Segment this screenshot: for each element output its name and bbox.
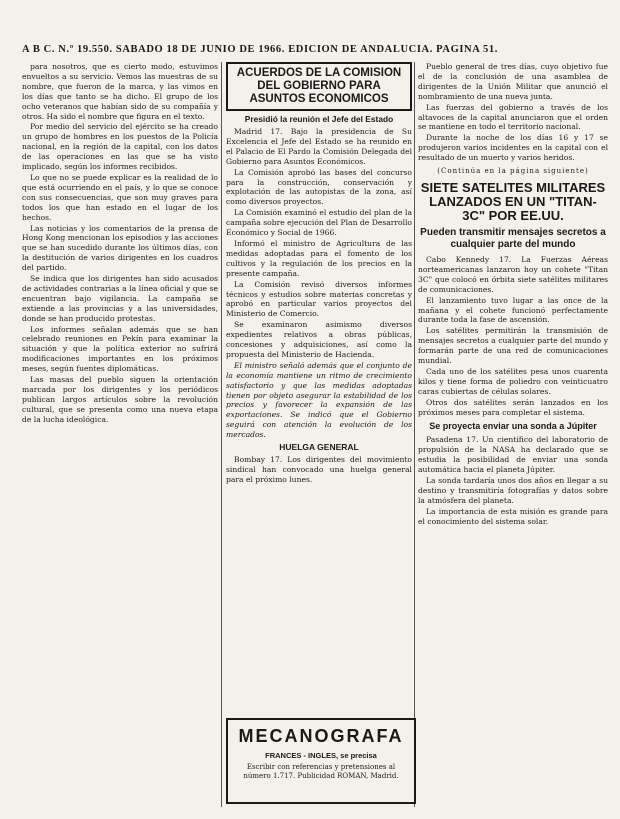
col3-paragraph: Durante la noche de los días 16 y 17 se produjeron varios incidentes en la capital con el resultado de un muerto y varios heridos. [418, 133, 608, 163]
col2-paragraph: La Comisión revisó diversos informes técnicos y estudios sobre materias concretas y aprobó en particular varios proyectos del Ministerio de Comercio. [226, 279, 412, 319]
article-subhead: Presidió la reunión el Jefe del Estado [244, 114, 394, 124]
column-1 [22, 62, 218, 802]
page-header: A B C. N.º 19.550. SABADO 18 DE JUNIO DE 1966. EDICION DE ANDALUCIA. PAGINA 51. [22, 44, 498, 55]
ornament-divider: (Continúa en la página siguiente) [437, 167, 589, 176]
col3-paragraph: Cada uno de los satélites pesa unos cuarenta kilos y tiene forma de poliedro con veinticuatro caras cubiertas de células solares. [418, 366, 608, 396]
col2-paragraph: La Comisión examinó el estudio del plan de la campaña sobre ejecución del Plan de Desarrollo Económico y Social de 1966. [226, 208, 412, 238]
col1-paragraph: Lo que no se puede explicar es la realidad de lo que está ocurriendo en el país, y lo que se conoce con sus consecuencias, que son muy graves para todos los que han estado en el lugar de los hechos. [22, 172, 218, 222]
col3-paragraph: Otros dos satélites serán lanzados en los próximos meses para completar el sistema. [418, 397, 608, 417]
column-rule [414, 62, 415, 807]
column-rule [221, 62, 222, 807]
col1-paragraph: Las noticias y los comentarios de la prensa de Hong Kong mencionan los episodios y las acciones que se han sucedido durante los últimos días, con la destitución de varios dirigentes en los cuadros del partido. [22, 223, 218, 273]
ad-contact: Escribir con referencias y pretensiones al número 1.717. Publicidad ROMAN, Madrid. [243, 763, 399, 780]
col3-paragraph: Pueblo general de tres días, cuyo objetivo fue el de la conclusión de una asamblea de dirigentes de la Unión Militar que anunció el nombramiento de una nueva junta. [418, 62, 608, 101]
col3-paragraph: El lanzamiento tuvo lugar a las once de la mañana y el cohete funcionó perfectamente durante toda la fase de ascensión. [418, 295, 608, 325]
satellites-headline: SIETE SATELITES MILITARES LANZADOS EN UN "TITAN-3C" POR EE.UU. [420, 179, 606, 223]
satellites-deck: Pueden transmitir mensajes secretos a cualquier parte del mundo [420, 226, 606, 250]
col1-paragraph: Los informes señalan además que se han celebrado reuniones en Pekín para examinar la situación y que la política exterior no sufrirá modificaciones importantes en los próximos meses, según fuentes diplomáticas. [22, 324, 218, 374]
column-3 [418, 62, 608, 802]
col1-paragraph: Por medio del servicio del ejército se ha creado un grupo de hombres en los puestos de la Policía nacional, en la región de la capital, con los datos de las operaciones en las que se ha visto implicado, según los informes recibidos. [22, 122, 218, 172]
article-headline: ACUERDOS DE LA COMISION DEL GOBIERNO PARA ASUNTOS ECONOMICOS [226, 62, 412, 111]
col3-paragraph: Las fuerzas del gobierno a través de los altavoces de la capital anunciaron que el orden se mantiene en todo el territorio nacional. [418, 102, 608, 132]
classified-ad [226, 718, 416, 804]
col2-paragraph: Informó el ministro de Agricultura de las medidas adoptadas para el fomento de los cultivos y la regulación de los precios en la presente campaña. [226, 238, 412, 278]
col2-paragraph: La Comisión aprobó las bases del concurso para la construcción, conservación y explotación de las autopistas de la zona, así como diversos proyectos. [226, 167, 412, 207]
col1-paragraph: Las masas del pueblo siguen la orientación marcada por los dirigentes y los periódicos publican largos artículos sobre la revolución cultural, que se presenta como una nueva etapa de la lucha ideológica. [22, 375, 218, 424]
ad-title: MECANOGRAFA [238, 726, 404, 746]
col2-paragraph: Madrid 17. Bajo la presidencia de Su Excelencia el Jefe del Estado se ha reunido en el Palacio de El Pardo la Comisión Delegada del Gobierno para Asuntos Económicos. [226, 127, 412, 166]
col3-paragraph: La sonda tardaría unos dos años en llegar a su destino y transmitiría fotografías y datos sobre la atmósfera del planeta. [418, 476, 608, 505]
col1-paragraph: para nosotros, que es cierto modo, estuvimos envueltos a su servicio. Vemos las muestras de su nombre, que fueron de la marca, y las vimos en los días que tanto se ha dicho. El grupo de los ocho veteranos que habían sido de su compañía y otros. Ha sido el nombre que figura en el texto. [22, 62, 218, 121]
col3-paragraph: Los satélites permitirán la transmisión de mensajes secretos a cualquier parte del mundo y formarán parte de una red de comunicaciones mundial. [418, 326, 608, 366]
col3-paragraph: Pasadena 17. Un científico del laboratorio de propulsión de la NASA ha declarado que se estudia la posibilidad de enviar una sonda automática hacia el planeta Júpiter. [418, 435, 608, 475]
col3-paragraph: La importancia de esta misión es grande para el conocimiento del sistema solar. [418, 506, 608, 526]
col3-paragraph: Cabo Kennedy 17. La Fuerzas Aéreas norteamericanas lanzaron hoy un cohete "Titan 3C" que colocó en órbita siete satélites militares de comunicaciones. [418, 254, 608, 294]
ad-languages: FRANCES - INGLES, se precisa [265, 751, 377, 760]
column-2 [226, 62, 412, 802]
col2-paragraph: Bombay 17. Los dirigentes del movimiento sindical han convocado una huelga general para el próximo lunes. [226, 455, 412, 484]
jupiter-headline: Se proyecta enviar una sonda a Júpiter [429, 421, 597, 432]
col2-italic-quote: El ministro señaló además que el conjunto de la economía mantiene un ritmo de crecimiento satisfactorio y que las medidas adoptadas tienen por objeto asegurar la estabilidad de los precios y favorecer la expansión de las exportaciones. Se indicó que el Gobierno seguirá con atención la evolución de los mercados. [226, 360, 412, 440]
col2-paragraph: Se examinaron asimismo diversos expedientes relativos a obras públicas, concesiones y adquisiciones, así como la propuesta del Ministerio de Hacienda. [226, 320, 412, 359]
col1-paragraph: Se indica que los dirigentes han sido acusados de actividades contrarias a la línea oficial y que se encuentran bajo vigilancia. La campaña se extiende a las provincias y a las universidades, donde se han producido protestas. [22, 274, 218, 323]
huelga-heading: HUELGA GENERAL [279, 442, 359, 453]
